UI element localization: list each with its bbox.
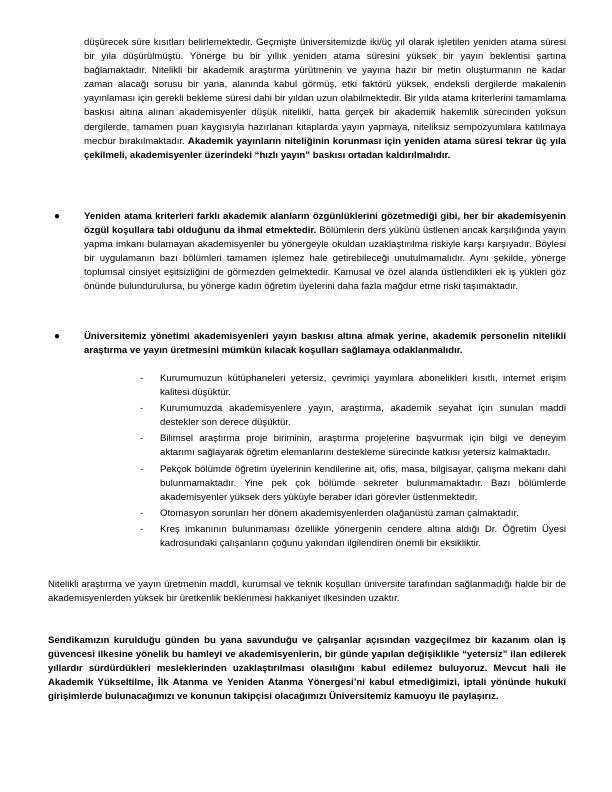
intro-bold-demand: Akademik yayınların niteliğinin korunması için yeniden atama süresi tekrar üç yıla çekilmeli, akademisyenler üzerindeki “hızlı yayın” baskısı ortadan kaldırılmalıdır. <box>84 135 567 161</box>
sub-item <box>140 432 566 460</box>
conclusion-text: Nitelikli araştırma ve yayın üretmenin maddî, kurumsal ve teknik koşulları üniversite tarafından sağlanmadığı halde bir de akademisyenlerden yüksek bir üretkenlik beklenmesi hakkaniyet ilkesinden uzaktır. <box>48 579 566 605</box>
bullet-criteria-bold: Yeniden atama kriterleri farklı akademik alanların özgünlüklerini gözetmediği gibi, her bir akademisyenin özgül koşullara tabi olduğunu da ihmal etmektedir. <box>84 211 566 237</box>
statement-paragraph <box>48 634 566 704</box>
sub-item-text: Bilimsel araştırma proje biriminin, araştırma projelerine başvurmak için bilgi ve deneyim aktarımı sağlayarak öğretim elemanlarını destekleme sürecinde katkısı yetersiz kalmaktadır. <box>160 433 566 459</box>
dash-marker: - <box>140 463 144 475</box>
dash-marker: - <box>140 433 144 445</box>
sub-item-text: Kreş imkanının bulunmaması özellikle yönergenin cendere altına aldığı Dr. Öğretim Üyesi kadrosundaki çalışanların çoğunu yakından ilgilendiren önemli bir eksikliktir. <box>160 523 566 550</box>
sub-item <box>140 523 566 551</box>
dash-marker: - <box>140 373 144 384</box>
sub-item-text: Kurumumuzun kütüphaneleri yetersiz, çevrimiçi yayınlara abonelikleri kısıtlı, internet erişim kalitesi düşüktür. <box>160 373 566 399</box>
sub-item-list <box>140 372 566 553</box>
sub-item-text: Pekçok bölümde öğretim üyelerinin kendilerine ait, ofis, masa, bilgisayar, çalışma mekanı dahi bulunmamaktadır. Yine pek çok bölümde sekreter bulunmamaktadır. Bazı bölümlerde akademisyenler yüksek ders yüküyle beraber idari görevler üstlenmektedir. <box>160 463 566 503</box>
conclusion-paragraph <box>48 578 566 606</box>
bullet-criteria-text: Bölümlerin ders yükünü üstlenen ancak karşılığında yayın yapma imkanı bulamayan akademisyenler bu yönergeyle okuldan uzaklaştırılma riskiyle karşı karşıyadır. Böylesi bir uygulamanın bazı bölümleri tamamen işlemez hale getirebileceği unutulmamalıdır. Aynı şekilde, yönerge toplumsal cinsiyet eşitsizliğini de görmezden gelmektedir. Kamusal ve özel alanda üstlendikleri ek iş yükleri göz önünde bulundurulursa, bu yönerge kadın öğretim üyelerini daha fazla mağdur etme riski taşımaktadır. <box>84 225 566 293</box>
dash-marker: - <box>140 403 144 415</box>
bullet-icon: ● <box>54 331 61 342</box>
intro-text: düşürecek süre kısıtları belirlemektedir. Geçmişte üniversitemizde iki/üç yıl olarak işletilen yeniden atama süresi bir yıla düşürülmüştü. Yönerge bu bir yıllık yeniden atama süresini yüksek bir yayın beklentisi şartına bağlamaktadır. Nitelikli bir akademik araştırma yürütmenin ve yayına hazır bir metin oluşturmanın ne kadar zaman alacağı sorusu bir yana, alanında kabul görmüş, etki faktörü yüksek, endeksli dergilerde makalenin yayınlaması için gerekli bekleme süresi dahi bir yıldan uzun olabilmektedir. Bir yılda atama kriterlerini tamamlama baskısı altına alınan akademisyenler düşük nitelikli, hatta gerçek bir akademik hakemlik sürecinden yoksun dergilerde, tamamen puan kaygısıyla hazırlanan kitaplarda yayın yapmaya, niteliksiz sempozyumlara katılmaya mecbur bırakılmaktadır. <box>84 37 566 147</box>
bullet-management-bold: Üniversitemiz yönetimi akademisyenleri yayın baskısı altına almak yerine, akademik personelin nitelikli araştırma ve yayın üretmesini mümkün kılacak koşulları sağlamaya odaklanmalıdır. <box>84 331 566 357</box>
intro-paragraph <box>84 36 566 163</box>
sub-item-text: Otomasyon sorunları her dönem akademisyenlerden olağanüstü zaman çalmaktadır. <box>160 507 519 519</box>
dash-marker: - <box>140 507 144 519</box>
sub-item <box>140 507 566 521</box>
sub-item <box>140 402 566 430</box>
sub-item-text: Kurumumuzda akademisyenlere yayın, araştırma, akademik seyahat için sunulan maddi destekler son derece düşüktür. <box>160 403 566 429</box>
sub-item <box>140 463 566 505</box>
sub-item <box>140 372 566 400</box>
statement-text: Sendikamızın kurulduğu günden bu yana savunduğu ve çalışanlar açısından vazgeçilmez bir kazanım olan iş güvencesi ilkesine yönelik bu hamleyi ve akademisyenlerin, bir günde yapılan değişiklikle “yetersiz” ilan edilerek yıllardır sürdürdükleri mesleklerinden uzaklaştırılması olasılığını kabul edilemez buluyoruz. Mevcut hali ile Akademik Yükseltilme, İlk Atanma ve Yeniden Atanma Yönergesi’ni kabul etmediğimizi, iptali yönünde hukukî girişimlerde bulunacağımızı ve konunun takipçisi olacağımızı Üniversitemiz kamuoyu ile paylaşırız. <box>48 635 566 703</box>
dash-marker: - <box>140 523 144 535</box>
bullet-item-criteria <box>54 210 566 295</box>
bullet-icon: ● <box>54 211 61 222</box>
bullet-item-management <box>54 330 566 358</box>
